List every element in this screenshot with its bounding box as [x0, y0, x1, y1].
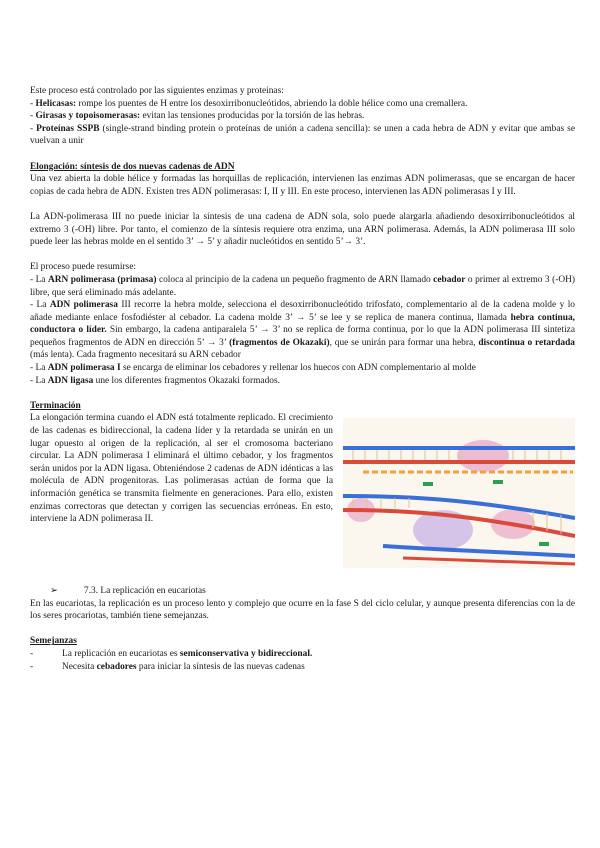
heading-semejanzas: Semejanzas	[30, 636, 77, 647]
enzyme-item-girasas: - Girasas y topoisomerasas: evitan las tensiones producidas por la torsión de las hebras.	[30, 111, 365, 122]
section-7-3-title: 7.3. La replicación en eucariotas	[84, 586, 206, 597]
semejanza-item: - La replicación en eucariotas es semiconservativa y bidireccional.	[30, 649, 313, 659]
summary-item-primasa: - La ARN polimerasa (primasa) coloca al principio de la cadena un pequeño fragmento de ARN llamado cebador o primer al extremo 3 (-OH) libre, que será eliminado más adelante.	[30, 274, 575, 298]
dna-replication-figure	[343, 418, 575, 568]
intro-line: Este proceso está controlado por las siguientes enzimas y proteínas:	[30, 86, 284, 96]
paragraph-terminacion: La elongación termina cuando el ADN está totalmente replicado. El crecimiento de las cadenas es bidireccional, la cadena líder y la retardada se unirán en un lugar opuesto al origen de la replicación, al ser el cromosoma bacteriano circular. La ADN polimerasa I eliminará el último cebador, y los fragmentos serán unidos por la ADN ligasa. Obteniéndose 2 cadenas de ADN idénticas a las molécula de ADN progenitoras. Las polimerasas actúan de forma que la información genética se transmita fielmente en generaciones. Para ello, existen enzimas correctoras que detectan y corrigen las secuencias erróneas. En esto, interviene la ADN polimerasa II.	[30, 413, 333, 525]
section-7-3-title-row	[30, 585, 575, 598]
heading-terminacion: Terminación	[30, 400, 81, 411]
enzyme-item-sspb: - Proteínas SSPB (single-strand binding protein o proteínas de unión a cadena sencilla): se unen a cada hebra de ADN y evitar que ambas se vuelvan a unir	[30, 123, 575, 147]
paragraph-elongacion-1: Una vez abierta la doble hélice y formadas las horquillas de replicación, intervienen las enzimas ADN polimerasas, que se encargan de hacer copias de cada hebra de ADN. Existen tres ADN polimerasas: I, II y III. En este proceso, intervienen las ADN polimerasas I y III.	[30, 174, 575, 197]
heading-elongacion: Elongación: síntesis de dos nuevas cadenas de ADN	[30, 161, 235, 172]
summary-item-polimerasa-iii: - La ADN polimerasa III recorre la hebra molde, selecciona el desoxirribonucleótido trifosfato, complementario al de la cadena molde y lo añade mediante enlace fosfodiéster al cebador. La cadena molde 3’ → 5’ se lee y se replica de manera continua, llamada hebra continua, conductora o líder. Sin embargo, la cadena antiparalela 5’ → 3’ no se replica de forma continua, por lo que la ADN polimerasa III sintetiza pequeños fragmentos de ADN en dirección 5’ → 3’ (fragmentos de Okazaki), que se unirán para formar una hebra, discontinua o retardada (más lenta). Cada fragmento necesitará su ARN cebador	[30, 300, 576, 361]
arrow-bullet-icon: ➢	[50, 586, 58, 597]
semejanza-item: - Necesita cebadores para iniciar la síntesis de las nuevas cadenas	[30, 661, 305, 672]
enzyme-item-helicasas: - Helicasas: rompe los puentes de H entre los desoxirribonucleótidos, abriendo la doble hélice como una cremallera.	[30, 98, 468, 109]
summary-intro: El proceso puede resumirse:	[30, 262, 136, 273]
summary-item-polimerasa-i: - La ADN polimerasa I se encarga de eliminar los cebadores y rellenar los huecos con ADN complementario al molde	[30, 363, 476, 374]
document-body	[30, 85, 575, 673]
paragraph-elongacion-2: La ADN-polimerasa III no puede iniciar la síntesis de una cadena de ADN sola, solo puede alargarla añadiendo desoxirribonucleótidos al extremo 3 (-OH) libre. Por tanto, el comienzo de la síntesis requiere otra enzima, una ARN polimerasa. Además, la ADN polimerasa III solo puede leer las hebras molde en el sentido 3’ → 5’ y añadir nucleótidos en sentido 5’→ 3’.	[30, 211, 575, 248]
enzyme-blob-top	[457, 440, 509, 472]
paragraph-eucariotas: En las eucariotas, la replicación es un proceso lento y complejo que ocurre en la fase S del ciclo celular, y aunque presenta diferencias con la de los seres procariotas, también tiene semejanzas.	[30, 598, 575, 622]
summary-item-ligasa: - La ADN ligasa une los diferentes fragmentos Okazaki formados.	[30, 375, 280, 386]
